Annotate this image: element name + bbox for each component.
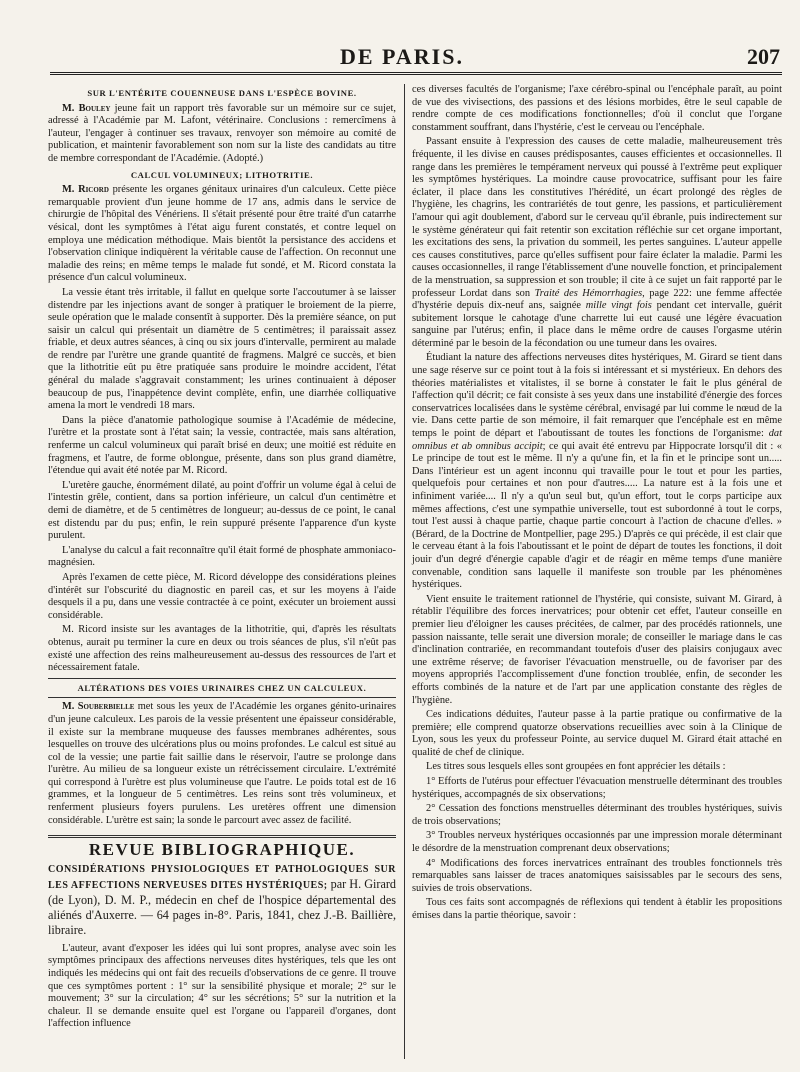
paragraph-text: met sous les yeux de l'Académie les organes génito-urinaires d'un jeune calculeux. Les parois de la vessie présentent une épaisseur considérable, il existe sur la membrane muqueuse des fausses membranes adhérentes, sous lesquelles on trouve des ulcérations plus ou moins profondes. Le calcul est situé au col de la vessie; une partie fait saillie dans le réservoir, l'autre se prolonge dans l'urètre. Au milieu de sa longueur existe un rétrécissement circulaire. L'extrémité qui correspond à l'urètre est plus volumineuse que l'autre. Le poids total est de 16 grammes, et la longueur de 5 centimètres. Les reins sont très volumineux, et renferment plusieurs foyers purulens. Les uretères offrent une dimension considérable. L'urètre est sain; la sonde le parcourt avec assez de facilité.	[48, 701, 396, 826]
paragraph-text: jeune fait un rapport très favorable sur un mémoire sur ce sujet, adressé à l'Académie par M. Lafont, vétérinaire. Conclusions : remercîmens à l'auteur, l'engager à continuer ses travaux, renvoyer son mémoire au comité de publication, et maintenir favorablement son nom sur la liste des candidats au titre de membre correspondant de l'Académie. (Adopté.)	[48, 102, 397, 164]
author-name: M. Ricord	[62, 184, 109, 196]
paragraph: Vient ensuite le traitement rationnel de l'hystérie, qui consiste, suivant M. Girard, à rétablir l'équilibre des forces inervatrices; pour obtenir cet effet, l'auteur conseille en premier lieu d'éloigner les causes précitées, de calmer, par des procédés rationnels, une passion naissante, telle serait une diversion morale; de conseiller le mariage dans le cas d'inclination contrariée, en recommandant toutefois d'user des plaisirs conjugaux avec une extrême réserve; de favoriser l'évacuation menstruelle, ou de favoriser par des moyens appropriés l'accomplissement d'une fonction troublée, enfin, de seconder les efforts combinés de la nature et de l'art par une application constante des règles de l'hygiène.	[412, 593, 782, 706]
paragraph: ces diverses facultés de l'organisme; l'axe cérébro-spinal ou l'encéphale paraît, au point de vue des vivisections, des passions et des lésions morbides, être le seul capable de rendre compte de ces modifications fonctionnelles; d'où il conclut que l'organe constamment souffrant, dans l'hystérie, c'est le cerveau ou l'encéphale.	[412, 84, 782, 133]
list-item: 2° Cessation des fonctions menstruelles déterminant des troubles hystériques, suivis de trois observations;	[412, 803, 782, 827]
double-rule	[48, 835, 396, 838]
list-item: 4° Modifications des forces inervatrices entraînant des troubles fonctionnels très remarquables sans laisser de traces anatomiques saisissables par le secours des sens, suivies de trois observations.	[412, 857, 782, 894]
latin-quote: dat omnibus et ab omnibus accipit	[412, 428, 782, 452]
author-name: M. Souberbielle	[62, 701, 135, 713]
list-item: 1° Efforts de l'utérus pour effectuer l'évacuation menstruelle déterminant des troubles hystériques, accompagnés de six observations;	[412, 776, 782, 800]
paragraph	[48, 103, 396, 166]
list-item: 3° Troubles nerveux hystériques occasionnés par une impression morale déterminant le désordre de la menstruation comprenant deux observations;	[412, 830, 782, 855]
author-name: M. Bouley	[62, 102, 111, 114]
book-heading: CONSIDÉRATIONS PHYSIOLOGIQUES ET PATHOLOGIQUES SUR LES AFFECTIONS NERVEUSES DITES HYSTÉRIQUES;	[48, 863, 396, 891]
column-divider	[404, 84, 405, 1059]
paragraph-text: présente les organes génitaux urinaires d'un calculeux. Cette pièce remarquable provient d'un jeune homme de 17 ans, admis dans le service de chirurgie de l'hôpital des Vénériens. Il s'était présenté pour être traité d'un catarrhe vésical, dont les symptômes à l'état aigu furent constatés, et contre lequel on employa une médication méthodique. Mais bientôt la persistance des accidens et l'observation clinique indiquèrent la véritable cause de l'affection. On reconnut une maladie des reins; en même temps le malade fut sondé, et M. Ricord constata la présence d'un calcul volumineux.	[48, 184, 396, 284]
book-reference: Traité des Hémorrhagies	[534, 287, 643, 299]
emphasis: mille vingt fois	[585, 300, 652, 312]
right-column	[412, 84, 782, 925]
header-rule	[50, 72, 782, 75]
paragraph-text: ; ce qui avait été entrevu par Hippocrate lorsqu'il dit : « Le principe de tout est le même. Il n'y a qu'une fin, et la fin et le principe sont un..... Dans l'intérieur est un agent inconnu qui travaille pour le tout et pour les parties, quelquefois pour certaines et non pour d'autres..... La nature est à la fois une et infiniment variée.... Il n'y a qu'un seul but, qu'un effort, tout le corps participe aux mêmes affections, c'est une sympathie universelle, tout est subordonné à tout le corps, tout l'est aussi à chaque partie, chaque partie concourt à l'action de chacune d'elles. » (Bérard, de la Doctrine de Montpellier, page 295.) D'après ce qui précède, il est clair que le cerveau étant à la fois l'aboutissant et le point de départ de toutes les fonctions, il doit jouir d'un degré d'énergie capable d'agir et de réagir en même temps d'une manière convenable, condition sans laquelle il manifeste son trouble par les phénomènes hystériques.	[412, 440, 782, 591]
paragraph	[412, 136, 782, 350]
paragraph: L'uretère gauche, énormément dilaté, au point d'offrir un volume égal à celui de l'intestin grêle, contient, dans sa portion inférieure, un calcul d'un centimètre et demi de diamètre, et de 5 centimètres de longueur; au-dessus de ce point, le canal est distendu par du pus; enfin, le rein suppuré présente l'apparence d'un kyste purulent.	[48, 479, 396, 542]
revue-title: REVUE BIBLIOGRAPHIQUE.	[88, 840, 356, 860]
paragraph: M. Ricord insiste sur les avantages de la lithotritie, qui, d'après les résultats obtenus, aurait pu terminer la cure en deux ou trois séances de plus, s'il n'eût pas existé une affection des reins malheureusement au-dessus des ressources de l'art et nécessairement fatale.	[48, 624, 396, 674]
left-column	[48, 84, 396, 1033]
paragraph	[48, 701, 396, 827]
page-header	[50, 38, 782, 72]
paragraph: Dans la pièce d'anatomie pathologique soumise à l'Académie de médecine, l'urètre et la prostate sont à l'état sain; la vessie, contractée, mais sans altération, renferme un calcul volumineux qui paraît brisé en deux; une moitié est réduite en fragmens, et l'autre, de forme oblongue, présente, dans son plus grand diamètre, l'étendue qui avait été notée par M. Ricord.	[48, 414, 396, 477]
paragraph: La vessie étant très irritable, il fallut en quelque sorte l'accoutumer à se laisser distendre par les injections avant de songer à pratiquer le broiement de la pierre, seule opération que le malade consentît à supporter. Dès la première séance, on put saisir un calcul qui présentait un diamètre de 5 centimètres; il paraissait assez friable, et deux autres séances, à cinq ou six jours d'intervalle, permirent au malade de rendre par l'urètre une grande quantité de fragmens. Malgré ce succès, et bien que la lithotritie eût pu être pratiquée sans produire le moindre accident, l'état général du malade s'aggravait constamment; les urines continuaient à déposer beaucoup de pus, l'inappétence devint complète, enfin, une diarrhée colliquative amena la mort le vendredi 18 mars.	[48, 286, 396, 412]
section-heading-enterite: SUR L'ENTÉRITE COUENNEUSE DANS L'ESPÈCE BOVINE.	[87, 88, 357, 98]
paragraph-text: Passant ensuite à l'expression des causes de cette maladie, malheureusement très fréquente, il les divise en causes prédisposantes, causes efficientes et occasionnelles. Il range dans les premières le tempérament nerveux qui poussé à l'extrême peut expliquer les symptômes hystériques. La moindre cause provocatrice, suffisant pour les faire éclater, il place dans les constitutives l'hérédité, un écart prolongé des règles de l'hygiène, les chagrins, les contrariétés de tout genre, les passions, et particulièrement l'amour qui agit doublement, d'abord sur le cerveau qu'il ébranle, puis indirectement sur le système générateur qui fait retentir son excitation réfléchie sur cet organe important, les excitations des sens, la privation du sommeil, les pertes sanguines. L'auteur appelle ces causes constitutives, parce qu'elles suffisent pour faire éclater la maladie. Parmi les causes occasionnelles, il range l'établissement d'une nouvelle fonction, et principalement de la menstruation, sa suppression et son trouble; il cite à ce sujet un fait rapporté par le professeur Lordat dans son	[412, 136, 782, 299]
paragraph-text: pendant cet intervalle, guérit subitement lorsque le cahotage d'une charrette lui eut causé une légère évacuation sanguine par l'utérus; enfin, il place dans le même ordre de causes l'orgasme utérin déterminé par le besoin de la fécondation ou une tumeur dans les ovaires.	[412, 300, 782, 349]
paragraph-text: , page 222: une femme affectée d'hystérie depuis dix-neuf ans, saignée	[412, 287, 782, 312]
paragraph-text: Étudiant la nature des affections nerveuses dites hystériques, M. Girard se tient dans une sage réserve sur ce point tout à la fois si intéressant et si mystérieux. En dehors des théories matérialistes et vitalistes, il se borne à constater le fait le plus général de l'affection qu'il décrit; ce fait consiste à ses yeux dans une instabilité d'énergie des forces conservatrices localisées dans le système cérébral, envisagé par lui comme le nœud de la vie. Dans cette partie de son mémoire, il fait remarquer que l'encéphale est en même temps le point de départ et l'aboutissant de toutes les fonctions de l'organisme:	[412, 352, 782, 440]
paragraph	[412, 352, 782, 591]
book-details: par H. Girard (de Lyon), D. M. P., médecin en chef de l'hospice départemental des aliénés d'Auxerre. — 64 pages in-8°. Paris, 1841, chez J.-B. Baillière, libraire.	[48, 876, 397, 937]
section-rule	[48, 697, 396, 698]
paragraph: L'analyse du calcul a fait reconnaître qu'il était formé de phosphate ammoniaco-magnésien.	[48, 544, 396, 569]
section-heading-alterations: ALTÉRATIONS DES VOIES URINAIRES CHEZ UN CALCULEUX.	[77, 682, 367, 693]
book-title	[48, 861, 396, 938]
paragraph: Après l'examen de cette pièce, M. Ricord développe des considérations pleines d'intérêt sur l'obscurité du diagnostic en pareil cas, et sur les moyens à l'aide desquels il a pu, dans une vessie contractée à ce point, exécuter un broiement aussi considérable.	[48, 571, 396, 621]
page-number: 207	[747, 44, 780, 69]
running-title: DE PARIS.	[340, 44, 464, 69]
paragraph	[48, 184, 396, 285]
paragraph: Les titres sous lesquels elles sont groupées en font apprécier les détails :	[426, 761, 726, 773]
section-heading-calcul: CALCUL VOLUMINEUX; LITHOTRITIE.	[130, 169, 314, 180]
paragraph: Tous ces faits sont accompagnés de réflexions qui tendent à établir les propositions émises dans la partie théorique, savoir :	[412, 897, 782, 921]
paragraph: Ces indications déduites, l'auteur passe à la partie pratique ou confirmative de la première; elle comprend quatorze observations recueillies avec soin à la Clinique de Lyon, sous les yeux du professeur Pointe, au service duquel M. Girard était attaché en qualité de chef de clinique.	[412, 709, 782, 758]
paragraph: L'auteur, avant d'exposer les idées qui lui sont propres, analyse avec soin les symptômes principaux des affections nerveuses dites hystériques, tels que les ont indiqués les médecins qui ont fait des recueils d'observations de ce genre. Il trouve que ces symptômes portent : 1° sur la sensibilité physique et morale; 2° sur le mouvement; 3° sur la circulation; 4° sur les sécrétions; 5° sur la nutrition et la chaleur. Il se demande ensuite quel est l'organe ou l'appareil d'organes, dont l'affection influence	[48, 942, 396, 1030]
section-rule	[48, 678, 396, 679]
